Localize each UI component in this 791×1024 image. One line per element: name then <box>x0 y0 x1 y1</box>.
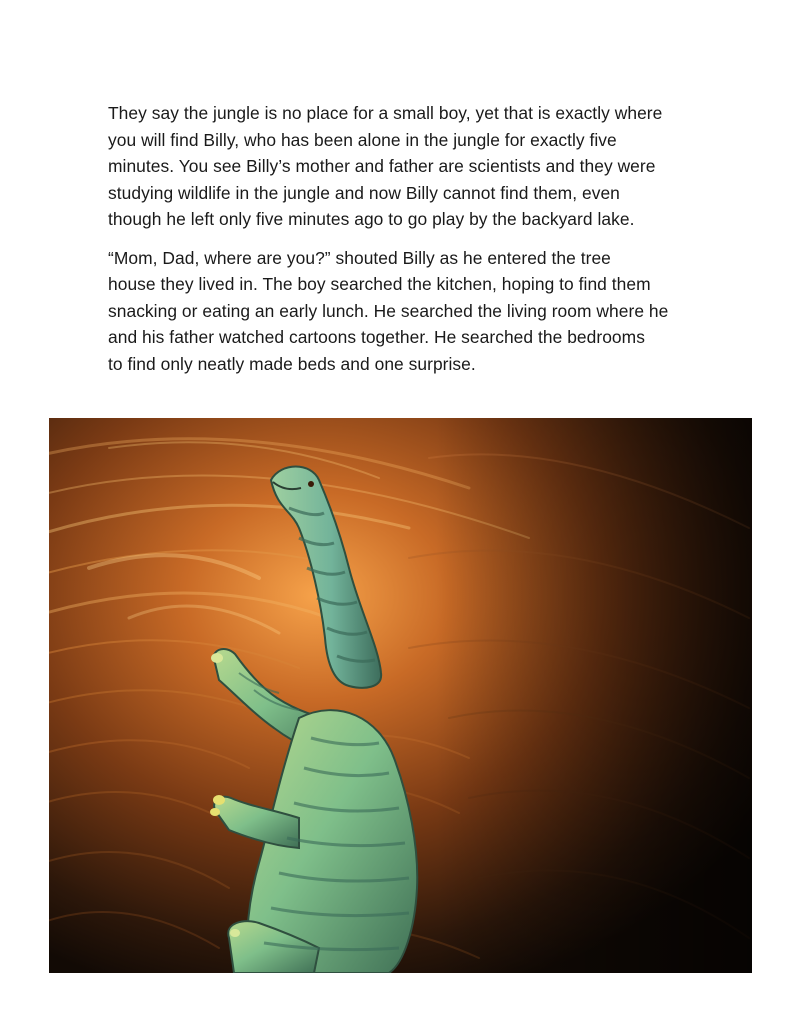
story-paragraph-1: They say the jungle is no place for a small boy, yet that is exactly where you will find Billy, who has been alone in the jungle for exactly five minutes. You see Billy’s mother and father are scientists and they were studying wildlife in the jungle and now Billy cannot find them, even though he left only five minutes ago to go play by the backyard lake. <box>108 103 663 229</box>
dinosaur-eye <box>308 481 314 487</box>
story-text <box>108 100 718 389</box>
toe-highlight <box>210 808 220 816</box>
broken-toy-dinosaur-illustration <box>49 418 752 973</box>
illustration-canvas <box>49 418 752 973</box>
story-paragraph-2: “Mom, Dad, where are you?” shouted Billy as he entered the tree house they lived in. The boy searched the kitchen, hoping to find them snacking or eating an early lunch. He searched the living room where he and his father watched cartoons together. He searched the bedrooms to find only neatly made beds and one surprise. <box>108 247 669 374</box>
toe-highlight <box>211 653 223 663</box>
toe-highlight <box>230 929 240 937</box>
toe-highlight <box>213 795 225 805</box>
